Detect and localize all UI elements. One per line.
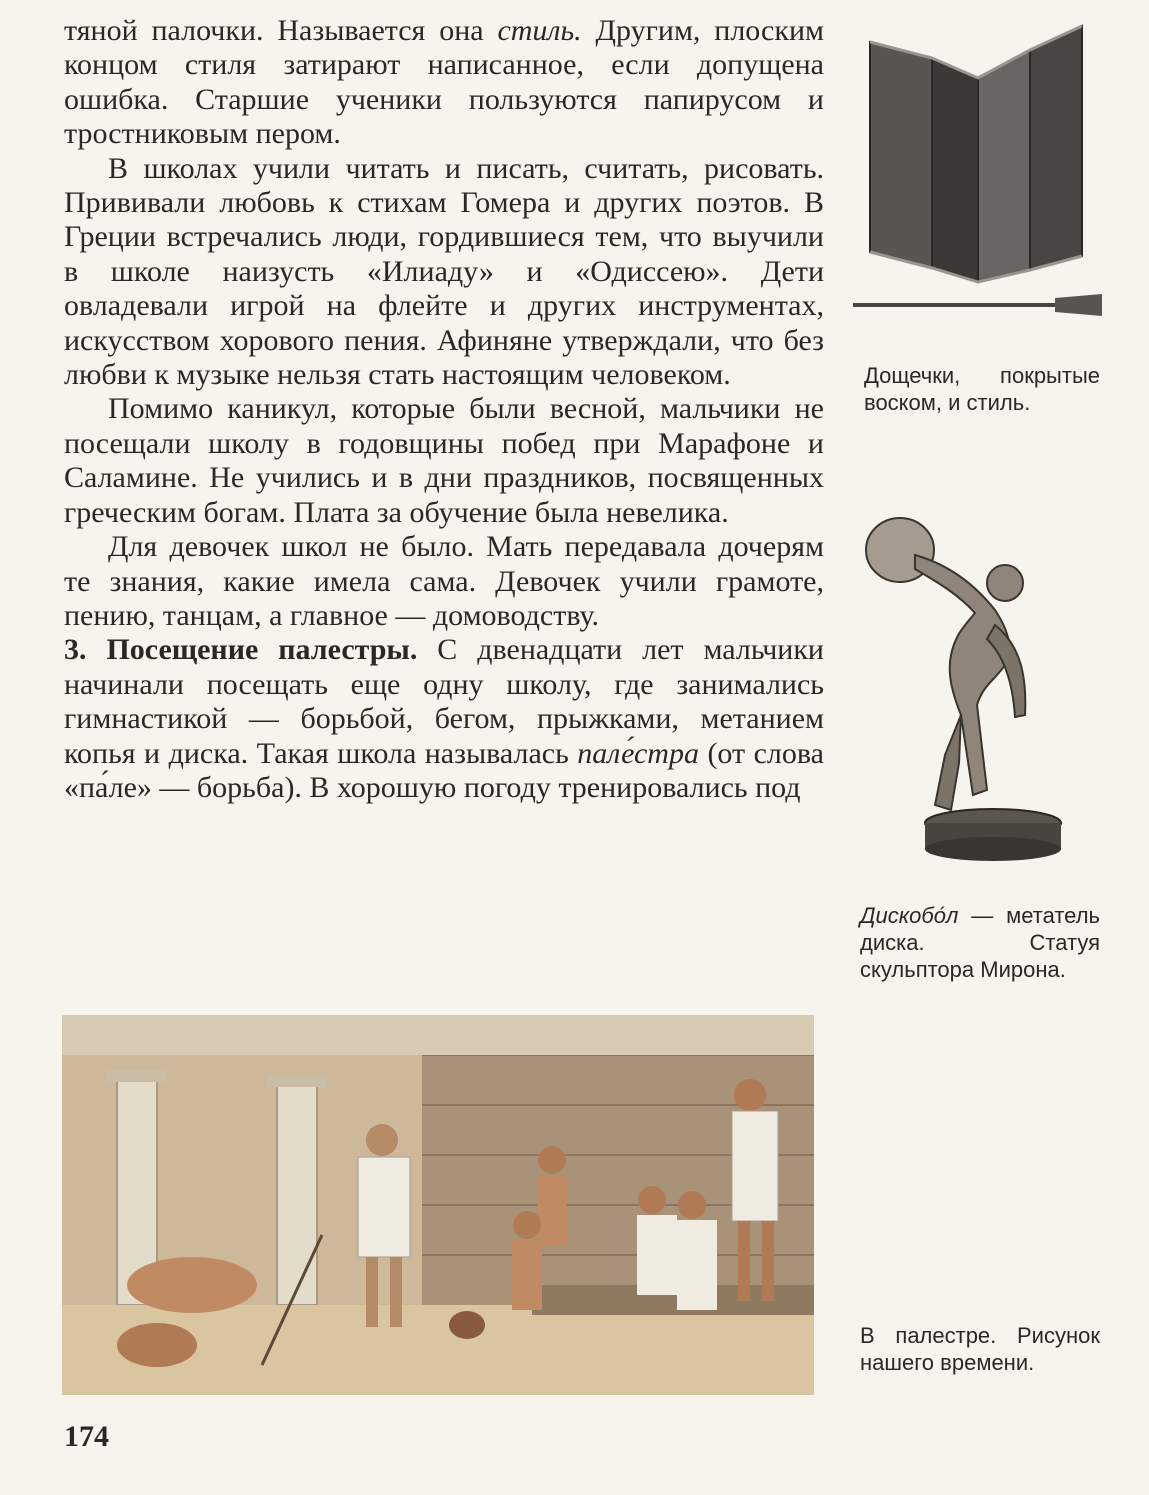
palestra-illustration xyxy=(62,1015,814,1395)
palestra-caption: В палестре. Рисунок нашего времени. xyxy=(860,1323,1100,1375)
paragraph-1: тяной палочки. Называется она стиль. Другим, плоским концом стиля затирают написанное, если допущена ошибка. Старшие ученики пользуются папирусом и тростниковым пером. xyxy=(64,14,824,151)
main-text xyxy=(64,14,824,805)
wax-tablets-illustration xyxy=(850,20,1105,320)
term-stil: стиль. xyxy=(497,14,582,47)
section-heading: 3. Посещение палестры. xyxy=(64,633,418,667)
paragraph-5: 3. Посещение палестры. С двенадцати лет мальчики начинали посещать еще одну школу, где занимались гимнастикой — борьбой, бегом, прыжками, метанием копья и диска. Такая школа называлась пале́стра (от слова «па́ле» — борьба). В хорошую погоду тренировались под xyxy=(64,633,824,804)
discobolus-caption: Дискобо́л — метатель диска. Статуя скульптора Мирона. xyxy=(860,903,1100,982)
term-palestra: пале́стра xyxy=(577,736,699,770)
page-number: 174 xyxy=(64,1420,109,1453)
paragraph-3: Помимо каникул, которые были весной, мальчики не посещали школу в годовщины побед при Марафоне и Саламине. Не учились и в дни праздников, посвященных греческим богам. Плата за обучение была невелика. xyxy=(64,392,824,529)
term-discobolus: Дискобо́л xyxy=(860,903,959,928)
paragraph-2: В школах учили читать и писать, считать, рисовать. Прививали любовь к стихам Гомера и других поэтов. В Греции встречались люди, гордившиеся тем, что выучили в школе наизусть «Илиаду» и «Одиссею». Дети овладевали игрой на флейте и других инструментах, искусством хорового пения. Афиняне утверждали, что без любви к музыке нельзя стать настоящим человеком. xyxy=(64,151,824,392)
tablets-caption: Дощечки, покрытые воском, и стиль. xyxy=(864,363,1100,415)
discobolus-illustration xyxy=(855,505,1065,870)
paragraph-4: Для девочек школ не было. Мать передавала дочерям те знания, какие имела сама. Девочек учили грамоте, пению, танцам, а главное — домоводству. xyxy=(64,530,824,632)
